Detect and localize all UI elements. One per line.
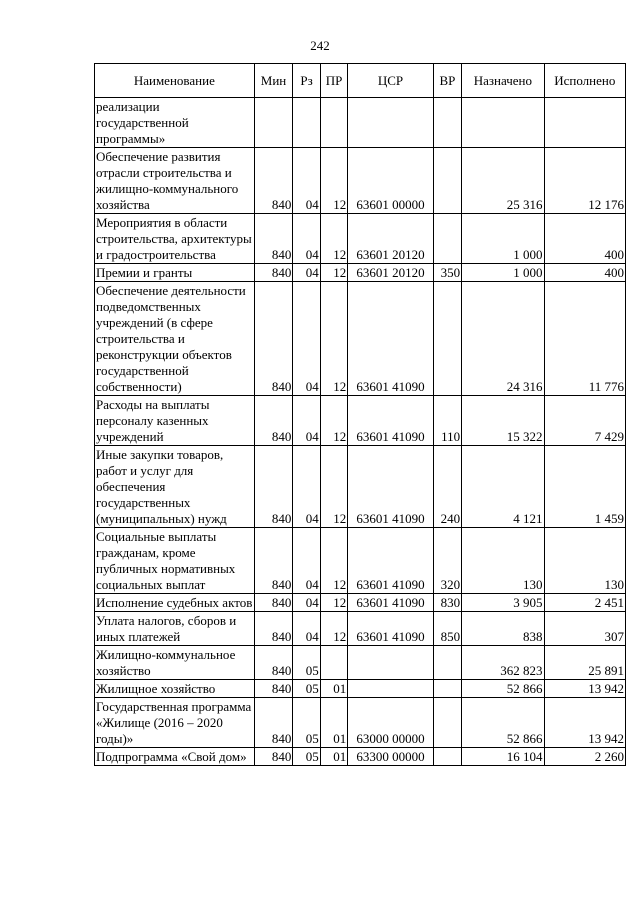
row-min: 840 xyxy=(254,214,293,264)
row-executed: 307 xyxy=(544,612,625,646)
row-csr: 63601 41090 xyxy=(348,446,433,528)
row-executed xyxy=(544,98,625,148)
row-vr: 350 xyxy=(433,264,461,282)
row-executed: 25 891 xyxy=(544,646,625,680)
table-row xyxy=(95,748,626,766)
row-csr: 63601 41090 xyxy=(348,594,433,612)
row-rz: 04 xyxy=(293,282,320,396)
budget-table xyxy=(94,63,626,766)
row-pr: 01 xyxy=(320,748,347,766)
row-vr xyxy=(433,748,461,766)
header-executed: Исполнено xyxy=(544,64,625,98)
row-vr xyxy=(433,680,461,698)
header-pr: ПР xyxy=(320,64,347,98)
table-row xyxy=(95,646,626,680)
row-name: Мероприятия в области строительства, архитектуры и градостроительства xyxy=(95,214,255,264)
table-header xyxy=(95,64,626,98)
row-min: 840 xyxy=(254,698,293,748)
row-rz: 04 xyxy=(293,264,320,282)
row-pr xyxy=(320,646,347,680)
header-rz: Рз xyxy=(293,64,320,98)
row-rz: 04 xyxy=(293,148,320,214)
row-csr xyxy=(348,680,433,698)
row-csr xyxy=(348,98,433,148)
row-name: Подпрограмма «Свой дом» xyxy=(95,748,255,766)
row-executed: 2 451 xyxy=(544,594,625,612)
row-min: 840 xyxy=(254,282,293,396)
row-name: Расходы на выплаты персоналу казенных учреждений xyxy=(95,396,255,446)
row-assigned: 838 xyxy=(462,612,544,646)
row-pr xyxy=(320,98,347,148)
row-pr: 12 xyxy=(320,594,347,612)
row-csr: 63000 00000 xyxy=(348,698,433,748)
row-executed: 13 942 xyxy=(544,698,625,748)
row-assigned: 52 866 xyxy=(462,698,544,748)
row-rz: 04 xyxy=(293,214,320,264)
row-name: Иные закупки товаров, работ и услуг для обеспечения государственных (муниципальных) нужд xyxy=(95,446,255,528)
header-assigned: Назначено xyxy=(462,64,544,98)
row-rz: 05 xyxy=(293,680,320,698)
row-vr xyxy=(433,214,461,264)
table-row xyxy=(95,98,626,148)
row-csr: 63601 41090 xyxy=(348,396,433,446)
row-executed: 2 260 xyxy=(544,748,625,766)
row-vr xyxy=(433,698,461,748)
row-assigned xyxy=(462,98,544,148)
table-row xyxy=(95,446,626,528)
row-rz: 05 xyxy=(293,748,320,766)
row-name: реализации государственной программы» xyxy=(95,98,255,148)
row-pr: 12 xyxy=(320,528,347,594)
row-rz: 05 xyxy=(293,646,320,680)
row-min: 840 xyxy=(254,446,293,528)
row-pr: 12 xyxy=(320,148,347,214)
row-rz: 04 xyxy=(293,594,320,612)
row-assigned: 24 316 xyxy=(462,282,544,396)
row-assigned: 4 121 xyxy=(462,446,544,528)
table-row xyxy=(95,214,626,264)
row-min: 840 xyxy=(254,594,293,612)
row-vr xyxy=(433,148,461,214)
row-vr: 320 xyxy=(433,528,461,594)
row-rz: 04 xyxy=(293,528,320,594)
table-row xyxy=(95,396,626,446)
row-name: Социальные выплаты гражданам, кроме публичных нормативных социальных выплат xyxy=(95,528,255,594)
row-name: Обеспечение деятельности подведомственных учреждений (в сфере строительства и реконструкции объектов государственной собственности) xyxy=(95,282,255,396)
row-vr xyxy=(433,646,461,680)
row-assigned: 130 xyxy=(462,528,544,594)
row-min: 840 xyxy=(254,748,293,766)
row-executed: 400 xyxy=(544,214,625,264)
row-assigned: 52 866 xyxy=(462,680,544,698)
row-csr: 63601 41090 xyxy=(348,612,433,646)
row-name: Обеспечение развития отрасли строительства и жилищно-коммунального хозяйства xyxy=(95,148,255,214)
row-csr: 63601 00000 xyxy=(348,148,433,214)
header-vr: ВР xyxy=(433,64,461,98)
row-min: 840 xyxy=(254,646,293,680)
row-pr: 01 xyxy=(320,698,347,748)
row-executed: 130 xyxy=(544,528,625,594)
row-vr: 850 xyxy=(433,612,461,646)
table-row xyxy=(95,612,626,646)
row-vr: 830 xyxy=(433,594,461,612)
header-row xyxy=(95,64,626,98)
row-rz: 04 xyxy=(293,446,320,528)
row-vr xyxy=(433,282,461,396)
row-min: 840 xyxy=(254,264,293,282)
table-row xyxy=(95,264,626,282)
header-csr: ЦСР xyxy=(348,64,433,98)
table-row xyxy=(95,680,626,698)
row-csr: 63601 20120 xyxy=(348,264,433,282)
header-min: Мин xyxy=(254,64,293,98)
row-name: Жилищное хозяйство xyxy=(95,680,255,698)
row-vr: 110 xyxy=(433,396,461,446)
row-pr: 12 xyxy=(320,396,347,446)
row-assigned: 1 000 xyxy=(462,264,544,282)
table-row xyxy=(95,594,626,612)
row-assigned: 362 823 xyxy=(462,646,544,680)
row-vr: 240 xyxy=(433,446,461,528)
row-min: 840 xyxy=(254,148,293,214)
row-pr: 12 xyxy=(320,214,347,264)
row-rz xyxy=(293,98,320,148)
row-csr: 63300 00000 xyxy=(348,748,433,766)
row-min: 840 xyxy=(254,396,293,446)
row-csr xyxy=(348,646,433,680)
row-min: 840 xyxy=(254,680,293,698)
row-assigned: 3 905 xyxy=(462,594,544,612)
row-csr: 63601 20120 xyxy=(348,214,433,264)
row-rz: 04 xyxy=(293,612,320,646)
row-csr: 63601 41090 xyxy=(348,528,433,594)
row-executed: 12 176 xyxy=(544,148,625,214)
row-pr: 12 xyxy=(320,612,347,646)
page-number: 242 xyxy=(310,38,330,53)
row-min: 840 xyxy=(254,612,293,646)
table-body xyxy=(95,98,626,766)
row-name: Жилищно-коммунальное хозяйство xyxy=(95,646,255,680)
table-row xyxy=(95,528,626,594)
row-name: Уплата налогов, сборов и иных платежей xyxy=(95,612,255,646)
row-min xyxy=(254,98,293,148)
row-vr xyxy=(433,98,461,148)
row-name: Государственная программа «Жилище (2016 – 2020 годы)» xyxy=(95,698,255,748)
table-row xyxy=(95,282,626,396)
header-name: Наименование xyxy=(95,64,255,98)
table-row xyxy=(95,698,626,748)
row-executed: 1 459 xyxy=(544,446,625,528)
row-pr: 12 xyxy=(320,282,347,396)
row-name: Премии и гранты xyxy=(95,264,255,282)
row-rz: 04 xyxy=(293,396,320,446)
row-executed: 11 776 xyxy=(544,282,625,396)
row-assigned: 15 322 xyxy=(462,396,544,446)
row-assigned: 25 316 xyxy=(462,148,544,214)
row-pr: 12 xyxy=(320,446,347,528)
row-min: 840 xyxy=(254,528,293,594)
row-assigned: 1 000 xyxy=(462,214,544,264)
row-executed: 7 429 xyxy=(544,396,625,446)
row-name: Исполнение судебных актов xyxy=(96,595,253,610)
row-executed: 400 xyxy=(544,264,625,282)
row-pr: 12 xyxy=(320,264,347,282)
row-assigned: 16 104 xyxy=(462,748,544,766)
table-row xyxy=(95,148,626,214)
row-csr: 63601 41090 xyxy=(348,282,433,396)
row-rz: 05 xyxy=(293,698,320,748)
row-pr: 01 xyxy=(320,680,347,698)
row-executed: 13 942 xyxy=(544,680,625,698)
